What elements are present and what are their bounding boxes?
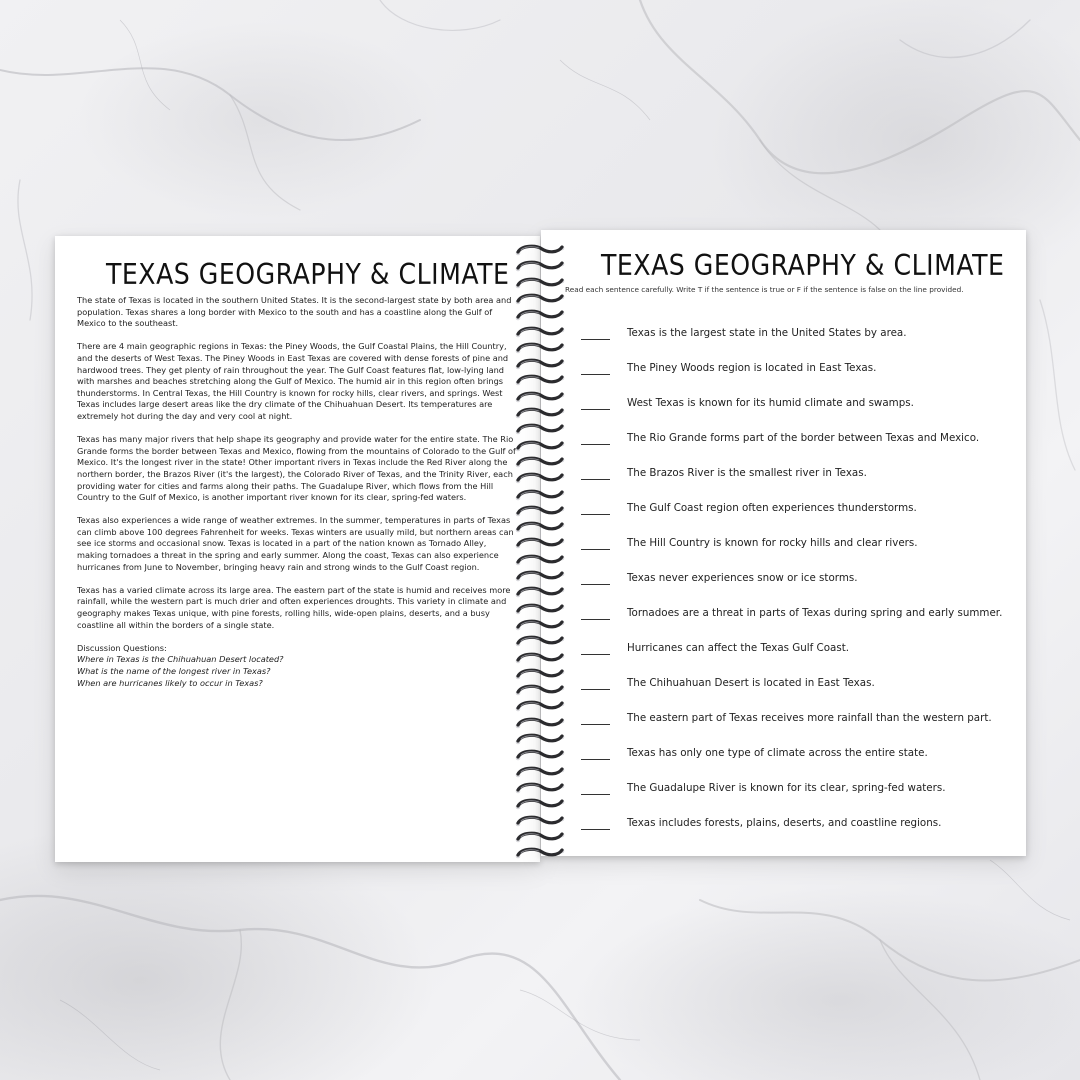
statement-text: Texas includes forests, plains, deserts, and coastline regions. [627,817,942,829]
true-false-list [581,325,1021,850]
answer-blank[interactable] [581,374,610,375]
spiral-coil [512,732,568,746]
spiral-coil [512,276,568,290]
spiral-coil [512,814,568,828]
spiral-coil [512,618,568,632]
spiral-coil [512,634,568,648]
reading-page [55,236,540,862]
spiral-coil [512,699,568,713]
statement-text: West Texas is known for its humid climate and swamps. [627,397,914,409]
spiral-coil [512,830,568,844]
quiz-instructions: Read each sentence carefully. Write T if the sentence is true or F if the sentence is false on the line provided. [565,285,964,294]
answer-blank[interactable] [581,409,610,410]
spiral-coil [512,748,568,762]
statement-text: Texas has only one type of climate across the entire state. [627,747,928,759]
statement-row [581,465,1021,500]
paragraph-regions: There are 4 main geographic regions in Texas: the Piney Woods, the Gulf Coastal Plains, the Hill Country, and the deserts of West Texas. The Piney Woods in East Texas are covered with dense forests of pine and hardwood trees. They get plenty of rain throughout the year. The Gulf Coast features flat, low-lying land with marshes and beaches stretching along the Gulf of Mexico. The humid air in this region often brings thunderstorms. In Central Texas, the Hill Country is known for rocky hills, clear rivers, and springs. West Texas includes large desert areas like the dry climate of the Chihuahuan Desert. Its temperatures are extremely hot during the day and very cool at night. [77,341,509,421]
answer-blank[interactable] [581,584,610,585]
spiral-coil [512,716,568,730]
discussion-question: Where in Texas is the Chihuahuan Desert located? [77,654,284,665]
spiral-coil [512,585,568,599]
answer-blank[interactable] [581,549,610,550]
answer-blank[interactable] [581,444,610,445]
answer-blank[interactable] [581,759,610,760]
statement-text: The Rio Grande forms part of the border between Texas and Mexico. [627,432,980,444]
spiral-coil [512,292,568,306]
spiral-coil [512,667,568,681]
answer-blank[interactable] [581,619,610,620]
statement-text: Hurricanes can affect the Texas Gulf Coast. [627,642,850,654]
spiral-coil [512,357,568,371]
spiral-coil [512,504,568,518]
statement-text: The Guadalupe River is known for its clear, spring-fed waters. [627,782,946,794]
statement-text: The Brazos River is the smallest river in Texas. [627,467,867,479]
spiral-coil [512,243,568,257]
paragraph-climate: Texas has a varied climate across its large area. The eastern part of the state is humid and receives more rainfall, while the western part is much drier and often experiences droughts. This variety in climate and geography makes Texas unique, with pine forests, rolling hills, wide-open plains, deserts, and a busy coastline all within the borders of a single state. [77,584,511,630]
discussion-question: What is the name of the longest river in Texas? [77,666,271,676]
statement-row [581,640,1021,675]
answer-blank[interactable] [581,339,610,340]
spiral-coil [512,390,568,404]
page-title: TEXAS GEOGRAPHY & CLIMATE [601,250,1005,283]
spiral-coil [512,341,568,355]
answer-blank[interactable] [581,724,610,725]
quiz-page [541,230,1026,856]
spiral-coil [512,455,568,469]
discussion-question: When are hurricanes likely to occur in Texas? [77,677,263,688]
statement-text: Texas is the largest state in the United States by area. [627,327,907,339]
statement-row [581,325,1021,360]
statement-text: The Hill Country is known for rocky hills and clear rivers. [627,537,918,549]
answer-blank[interactable] [581,829,610,830]
statement-row [581,780,1021,815]
statement-text: The Chihuahuan Desert is located in East Texas. [627,677,875,689]
statement-row [581,675,1021,710]
spiral-coil [512,488,568,502]
answer-blank[interactable] [581,794,610,795]
statement-row [581,535,1021,570]
statement-text: The eastern part of Texas receives more rainfall than the western part. [627,712,992,724]
paragraph-rivers: Texas has many major rivers that help shape its geography and provide water for the entire state. The Rio Grande forms the border between Texas and Mexico, flowing from the mountains of Colorado to the Gulf of Mexico. It's the longest river in the state! Other important rivers in Texas include the Red River along the northern border, the Brazos River (it's the largest), the Colorado River of Texas, and the Trinity River, each providing water for cities and farms along their paths. The Guadalupe River, which flows from the Hill Country to the Gulf of Mexico, is another important river known for its clear, spring-fed waters. [77,434,516,503]
spiral-coil [512,683,568,697]
statement-text: Texas never experiences snow or ice storms. [627,572,858,584]
spiral-coil [512,439,568,453]
spiral-coil [512,602,568,616]
statement-row [581,500,1021,535]
spiral-coil [512,259,568,273]
spiral-coil [512,846,568,860]
spiral-coil [512,520,568,534]
reading-passage [77,295,518,689]
statement-row [581,710,1021,745]
spiral-coil [512,406,568,420]
spiral-coil [512,373,568,387]
spiral-coil [512,765,568,779]
spiral-coil [512,325,568,339]
spiral-coil [512,553,568,567]
spiral-coil [512,797,568,811]
statement-row [581,430,1021,465]
statement-row [581,570,1021,605]
spiral-binding [512,243,568,861]
spiral-coil [512,781,568,795]
statement-text: The Gulf Coast region often experiences thunderstorms. [627,502,917,514]
spiral-coil [512,569,568,583]
paragraph-weather: Texas also experiences a wide range of weather extremes. In the summer, temperatures in parts of Texas can climb above 100 degrees Fahrenheit for weeks. Texas winters are usually mild, but northern areas can see ice storms and occasional snow. Texas is located in a part of the nation known as Tornado Alley, making tornadoes a threat in the spring and early summer. Along the coast, Texas can also experience hurricanes from June to November, bringing heavy rain and strong winds to the Gulf Coast region. [77,515,514,572]
spiral-coil [512,651,568,665]
answer-blank[interactable] [581,654,610,655]
statement-text: The Piney Woods region is located in East Texas. [627,362,877,374]
page-title: TEXAS GEOGRAPHY & CLIMATE [106,259,510,292]
statement-row [581,815,1021,850]
answer-blank[interactable] [581,689,610,690]
statement-text: Tornadoes are a threat in parts of Texas during spring and early summer. [627,607,1003,619]
spiral-coil [512,536,568,550]
statement-row [581,395,1021,430]
spiral-coil [512,471,568,485]
discussion-label: Discussion Questions: [77,642,167,653]
spiral-coil [512,308,568,322]
statement-row [581,605,1021,640]
answer-blank[interactable] [581,514,610,515]
statement-row [581,360,1021,395]
answer-blank[interactable] [581,479,610,480]
statement-row [581,745,1021,780]
paragraph-intro: The state of Texas is located in the southern United States. It is the second-largest state by both area and population. Texas shares a long border with Mexico to the south and has a coastline along the Gulf of Mexico to the southeast. [77,295,512,329]
spiral-coil [512,422,568,436]
